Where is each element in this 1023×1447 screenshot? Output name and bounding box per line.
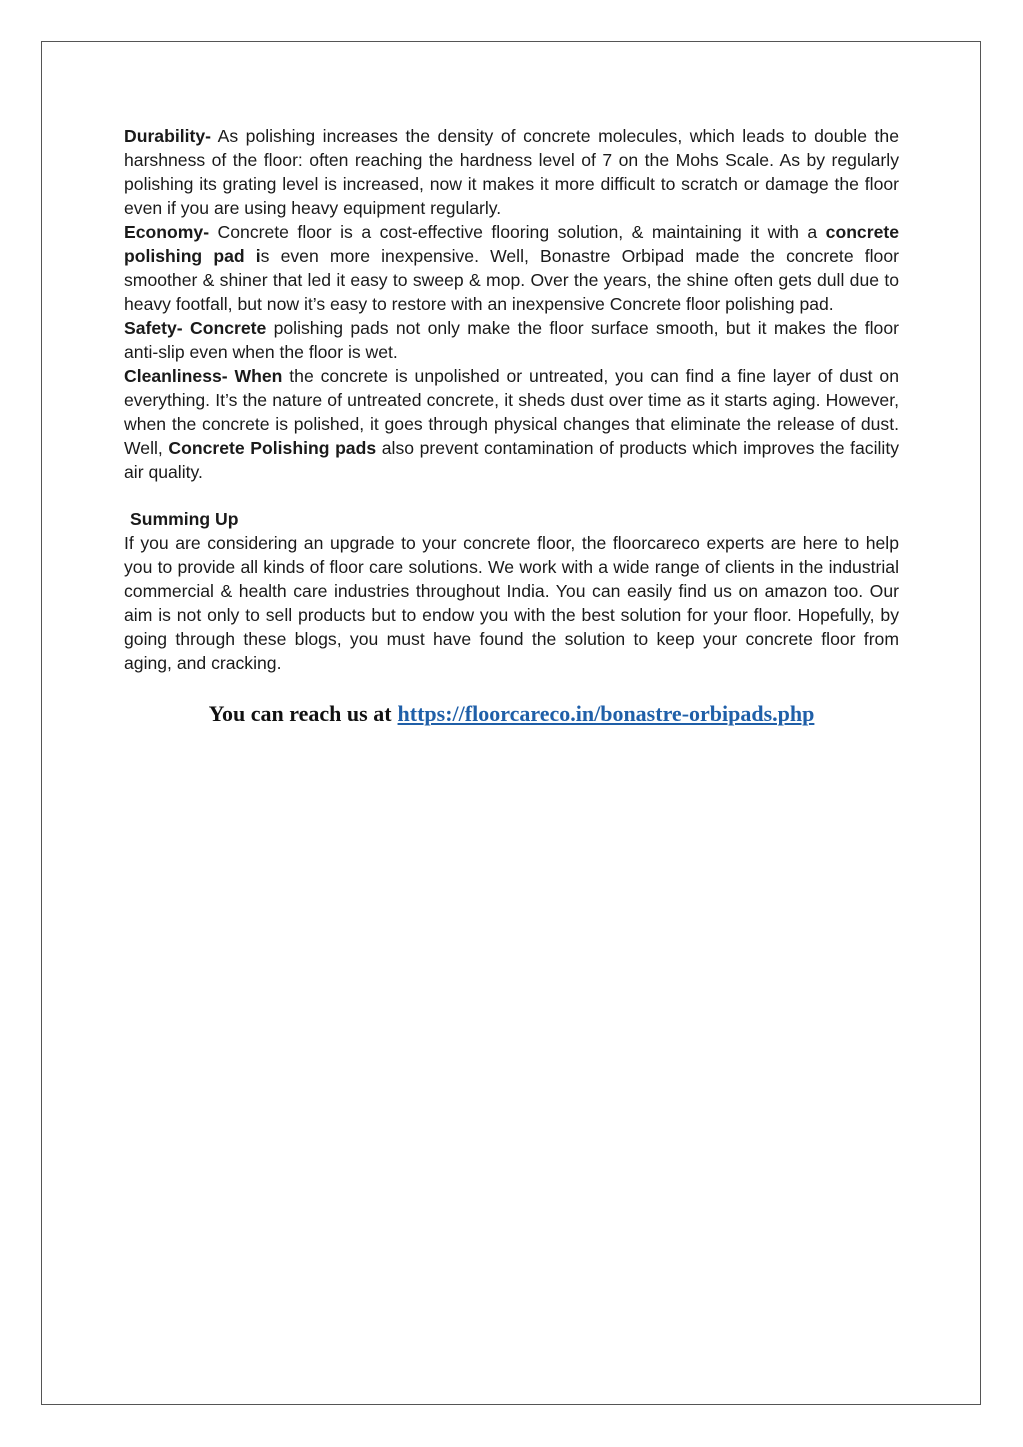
cleanliness-text-2: also prevent contamination of products which improves the facility air quality. [124,438,900,482]
summing-up-heading: Summing Up [130,509,239,529]
cleanliness-paragraph [124,364,899,484]
contact-line [124,699,899,729]
document-body [124,124,899,729]
economy-text-1: Concrete floor is a cost-effective flooring solution, & maintaining it with a [209,222,826,242]
cleanliness-label: Cleanliness- When [124,366,283,386]
durability-text: As polishing increases the density of concrete molecules, which leads to double the harshness of the floor: often reaching the hardness level of 7 on the Mohs Scale. As by regularly polishing its grating level is increased, now it makes it more difficult to scratch or damage the floor even if you are using heavy equipment regularly. [124,126,899,218]
economy-text-2: s even more inexpensive. Well, Bonastre Orbipad made the concrete floor smoother & shiner that led it easy to sweep & mop. Over the years, the shine often gets dull due to heavy footfall, but now it’s easy to restore with an inexpensive Concrete floor polishing pad. [124,246,899,314]
summing-up-paragraph: If you are considering an upgrade to your concrete floor, the floorcareco experts are here to help you to provide all kinds of floor care solutions. We work with a wide range of clients in the industrial commercial & health care industries throughout India. You can easily find us on amazon too. Our aim is not only to sell products but to endow you with the best solution for your floor. Hopefully, by going through these blogs, you must have found the solution to keep your concrete floor from aging, and cracking. [124,533,899,673]
contact-link[interactable]: https://floorcareco.in/bonastre-orbipads.php [397,701,815,726]
economy-paragraph [124,220,899,316]
cleanliness-text-1: the concrete is unpolished or untreated, you can find a fine layer of dust on everything. It’s the nature of untreated concrete, it sheds dust over time as it starts aging. However, when the concrete is polished, it goes through physical changes that eliminate the release of dust. Well, [124,366,899,458]
durability-label: Durability- [124,126,211,146]
safety-paragraph [124,316,899,364]
durability-paragraph [124,124,899,220]
safety-text: polishing pads not only make the floor surface smooth, but it makes the floor anti-slip even when the floor is wet. [124,318,899,362]
economy-label: Economy- [124,222,210,242]
economy-bold-phrase: concrete polishing pad i [124,222,899,266]
safety-label: Safety- Concrete [124,318,267,338]
cleanliness-bold-phrase: Concrete Polishing pads [168,438,377,458]
contact-lead: You can reach us at [208,701,392,726]
